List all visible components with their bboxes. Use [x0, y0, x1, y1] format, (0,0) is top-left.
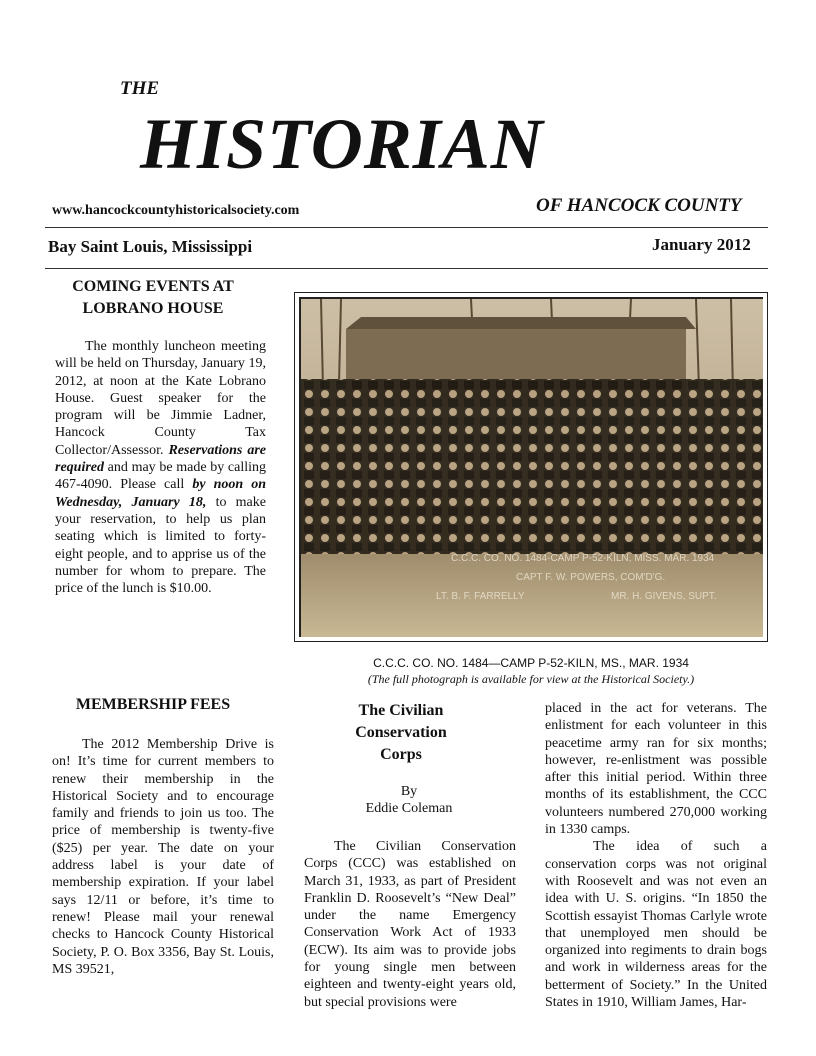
reservations-required: Reservations are required: [55, 442, 266, 476]
masthead-title: HISTORIAN: [140, 104, 544, 184]
article-column-2: [545, 700, 767, 1011]
article-title-line1: The Civilian: [358, 702, 444, 719]
photo-caption: C.C.C. CO. NO. 1484—CAMP P-52-KILN, MS., MAR. 1934: [373, 656, 689, 670]
membership-text: The 2012 Membership Drive is on! It’s time for current members to renew their membership in the Historical Society and to encourage family and friends to join us too. The price of membership is twenty-five ($25) per year. The date on your address label is your date of membership expiration. If your label says 12/11 or before, it’s time to renew! Please mail your renewal checks to Hancock County Historical Society, P. O. Box 3356, Bay St. Louis, MS 39521,: [52, 737, 274, 977]
issue-date: January 2012: [652, 235, 751, 254]
photo-note: (The full photograph is available for view at the Historical Society.): [367, 672, 695, 686]
masthead-the: THE: [120, 78, 160, 99]
ccc-company-photo: [299, 297, 763, 637]
events-text-1: The monthly luncheon meeting will be held on Thursday, January 19, 2012, at noon at the Kate Lobrano House. Guest speaker for the program will be Jimmie Ladner, Hancock County Tax Collector/Assessor.: [55, 339, 266, 458]
article-column-1: [304, 838, 516, 1011]
article-col1-text: The Civilian Conservation Corps (CCC) was established on March 31, 1933, as part of President Franklin D. Roosevelt’s “New Deal” under the name Emergency Conservation Work Act of 1933 (ECW). Its aim was to provide jobs for young single men between eighteen and twenty-eight years old, but special provisions were: [304, 839, 516, 1010]
article-title-line2: Conservation: [355, 724, 447, 741]
location-label: Bay Saint Louis, Mississippi: [48, 237, 253, 256]
events-heading-line2: LOBRANO HOUSE: [82, 300, 224, 317]
article-col2-para1: placed in the act for veterans. The enlistment for each volunteer in this peacetime army ran for six months; however, re-enlistment was possible after this initial period. Within three months of its establishment, the CCC volunteers numbered 270,000 working in 1330 camps.: [545, 701, 767, 838]
assembled-crowd: [301, 379, 763, 554]
article-col2-para2: The idea of such a conservation corps was not original with Roosevelt and was not even an idea with U. S. origins. “In 1850 the Scottish essayist Thomas Carlyle wrote that unemployed men should be organized into regiments to drain bogs and work in wilderness areas for the betterment of Society.” In the United States in 1910, William James, Har-: [545, 839, 767, 1011]
photo-inscription-2: CAPT F. W. POWERS, COM'D'G.: [516, 572, 666, 583]
photo-frame: [294, 292, 768, 642]
article-title: [340, 700, 462, 766]
byline-author: Eddie Coleman: [365, 801, 453, 816]
call-deadline: by noon on Wednesday, January 18,: [55, 477, 266, 510]
photo-inscription-1: C.C.C. CO. NO. 1484-CAMP P-52-KILN, MISS. MAR. 1934: [451, 553, 715, 564]
society-url[interactable]: www.hancockcountyhistoricalsociety.com: [52, 203, 300, 218]
membership-body: [52, 736, 274, 978]
events-body: [55, 338, 266, 597]
events-text-3: to make your reservation, to help us plan seating which is limited to forty-eight people, and to apprise us of the number for whom to prepare. The price of the lunch is $10.00.: [55, 494, 266, 597]
photo-inscription-3a: LT. B. F. FARRELLY: [436, 591, 525, 602]
photo-inscription-3b: MR. H. GIVENS, SUPT.: [611, 591, 717, 602]
membership-heading: MEMBERSHIP FEES: [75, 696, 231, 713]
byline-by: By: [400, 784, 418, 799]
masthead-county: OF HANCOCK COUNTY: [536, 195, 742, 216]
events-heading: [44, 276, 262, 320]
divider-top: [45, 227, 768, 228]
events-text-2: and may be made by calling 467-4090. Please call: [55, 460, 266, 493]
article-title-line3: Corps: [380, 746, 422, 763]
events-heading-line1: COMING EVENTS AT: [72, 278, 234, 295]
photo-illustration: [301, 299, 763, 637]
divider-bottom: [45, 268, 768, 269]
